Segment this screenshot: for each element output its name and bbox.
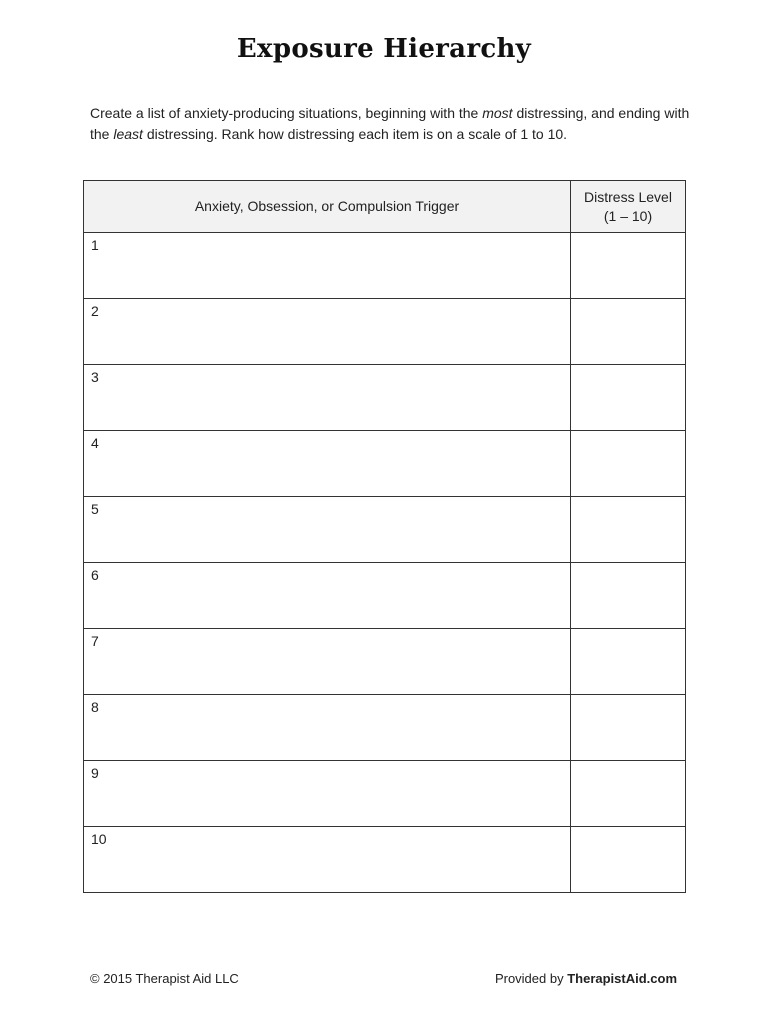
distress-level-cell[interactable] xyxy=(571,233,686,299)
instructions-part-2: distressing, and ending with the xyxy=(90,105,690,142)
distress-level-cell[interactable] xyxy=(571,827,686,893)
instructions-text xyxy=(90,103,690,145)
header-distress-level xyxy=(571,181,686,233)
trigger-cell[interactable] xyxy=(84,761,571,827)
footer-provided-by xyxy=(495,971,677,986)
instructions-part-1: Create a list of anxiety-producing situations, beginning with the xyxy=(90,105,483,121)
trigger-cell[interactable] xyxy=(84,233,571,299)
row-number: 4 xyxy=(91,435,99,451)
table-row xyxy=(84,233,686,299)
distress-level-cell[interactable] xyxy=(571,629,686,695)
trigger-cell[interactable] xyxy=(84,497,571,563)
table-row xyxy=(84,431,686,497)
page-title: Exposure Hierarchy xyxy=(236,34,532,64)
trigger-cell[interactable] xyxy=(84,629,571,695)
row-number: 1 xyxy=(91,237,99,253)
trigger-cell[interactable] xyxy=(84,299,571,365)
distress-level-cell[interactable] xyxy=(571,695,686,761)
footer-copyright: © 2015 Therapist Aid LLC xyxy=(90,971,239,986)
trigger-cell[interactable] xyxy=(84,431,571,497)
instructions-part-3: distressing. Rank how distressing each item is on a scale of 1 to 10. xyxy=(142,126,568,142)
trigger-cell[interactable] xyxy=(84,563,571,629)
table-row xyxy=(84,629,686,695)
row-number: 9 xyxy=(91,765,99,781)
distress-level-cell[interactable] xyxy=(571,563,686,629)
table-row xyxy=(84,761,686,827)
row-number: 2 xyxy=(91,303,99,319)
instructions-emphasis-most: most xyxy=(482,105,513,121)
row-number: 8 xyxy=(91,699,99,715)
table-header-row xyxy=(84,181,686,233)
instructions-emphasis-least: least xyxy=(113,126,143,142)
distress-level-cell[interactable] xyxy=(571,497,686,563)
table-row xyxy=(84,365,686,431)
row-number: 6 xyxy=(91,567,99,583)
distress-level-cell[interactable] xyxy=(571,299,686,365)
header-distress-level-line-1: Distress Level xyxy=(584,188,672,205)
footer-provided-by-label: Provided by xyxy=(494,971,568,986)
trigger-cell[interactable] xyxy=(84,695,571,761)
table-row xyxy=(84,695,686,761)
row-number: 5 xyxy=(91,501,99,517)
footer-brand: TherapistAid.com xyxy=(567,971,677,986)
distress-level-cell[interactable] xyxy=(571,365,686,431)
trigger-cell[interactable] xyxy=(84,365,571,431)
row-number: 3 xyxy=(91,369,99,385)
distress-level-cell[interactable] xyxy=(571,431,686,497)
trigger-cell[interactable] xyxy=(84,827,571,893)
distress-level-cell[interactable] xyxy=(571,761,686,827)
table-row xyxy=(84,497,686,563)
row-number: 10 xyxy=(91,831,107,847)
row-number: 7 xyxy=(91,633,99,649)
table-row xyxy=(84,827,686,893)
header-trigger: Anxiety, Obsession, or Compulsion Trigger xyxy=(84,181,571,233)
table-row xyxy=(84,299,686,365)
exposure-hierarchy-table xyxy=(83,180,686,893)
header-distress-level-line-2: (1 – 10) xyxy=(603,207,653,224)
table-row xyxy=(84,563,686,629)
